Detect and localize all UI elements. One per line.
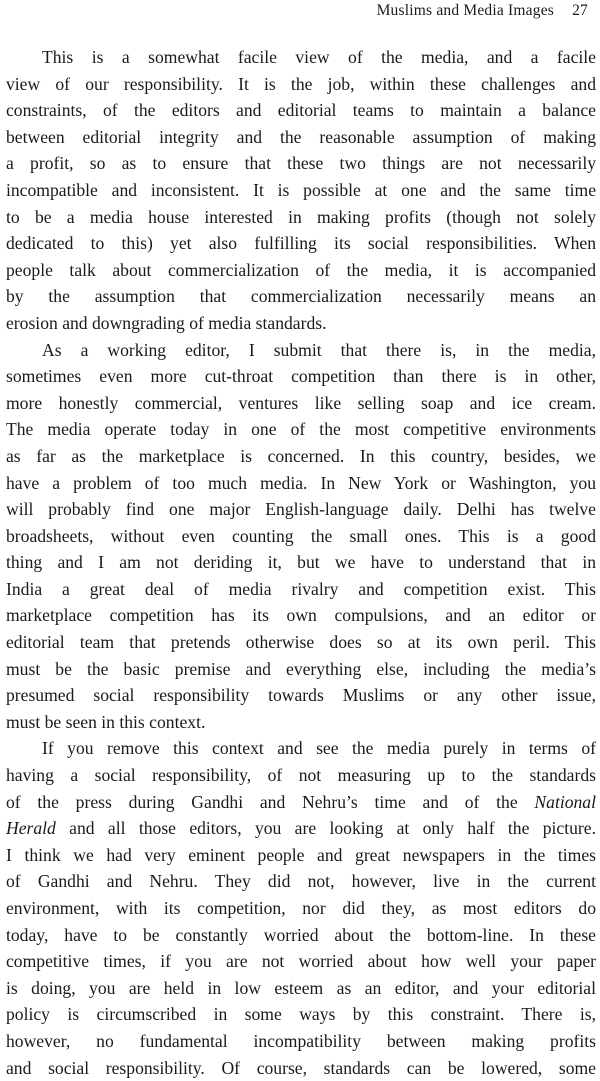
body-text	[6, 44, 596, 1081]
text-line: must be the basic premise and everything else, including the media’s	[6, 658, 596, 679]
text-line: dedicated to this) yet also fulfilling its social responsibilities. When	[6, 233, 596, 254]
text-line: thing and I am not deriding it, but we have to understand that in	[6, 552, 596, 573]
text-line: policy is circumscribed in some ways by this constraint. There is,	[6, 1004, 596, 1025]
text-line: having a social responsibility, of not measuring up to the standards	[6, 765, 596, 786]
text-line: as far as the marketplace is concerned. In this country, besides, we	[6, 445, 596, 466]
paragraph-1	[6, 44, 596, 337]
text-line: by the assumption that commercialization necessarily means an	[6, 286, 596, 307]
text-line: view of our responsibility. It is the job, within these challenges and	[6, 73, 596, 94]
text-line: I think we had very eminent people and great newspapers in the times	[6, 844, 596, 865]
text-line: however, no fundamental incompatibility between making profits	[6, 1030, 596, 1051]
paragraph-3	[6, 735, 596, 1081]
text-line: Herald and all those editors, you are looking at only half the picture.	[6, 818, 596, 839]
text-line: erosion and downgrading of media standards.	[6, 312, 327, 333]
running-head	[377, 2, 588, 20]
text-line: presumed social responsibility towards Muslims or any other issue,	[6, 685, 596, 706]
text-line: have a problem of too much media. In New York or Washington, you	[6, 472, 596, 493]
text-line: This is a somewhat facile view of the media, and a facile	[42, 47, 596, 67]
text-line: India a great deal of media rivalry and competition exist. This	[6, 578, 596, 599]
text-line: today, have to be constantly worried about the bottom-line. In these	[6, 924, 596, 945]
text-line: to be a media house interested in making profits (though not solely	[6, 206, 596, 227]
text-line: and social responsibility. Of course, standards can be lowered, some	[6, 1057, 596, 1078]
text-line: sometimes even more cut-throat competition than there is in other,	[6, 366, 596, 387]
text-line: incompatible and inconsistent. It is possible at one and the same time	[6, 179, 596, 200]
paragraph-2	[6, 337, 596, 736]
page-number: 27	[572, 2, 588, 19]
text-line: more honestly commercial, ventures like selling soap and ice cream.	[6, 392, 596, 413]
text-line: constraints, of the editors and editorial teams to maintain a balance	[6, 100, 596, 121]
running-head-title: Muslims and Media Images	[376, 2, 555, 19]
text-line: of the press during Gandhi and Nehru’s time and of the National	[6, 791, 596, 812]
text-line: must be seen in this context.	[6, 711, 206, 732]
text-line: If you remove this context and see the media purely in terms of	[42, 738, 596, 759]
text-line: people talk about commercialization of the media, it is accompanied	[6, 259, 596, 280]
text-line: between editorial integrity and the reasonable assumption of making	[6, 126, 596, 147]
text-line: As a working editor, I submit that there is, in the media,	[42, 339, 596, 360]
text-line: is doing, you are held in low esteem as an editor, and your editorial	[6, 977, 596, 998]
text-line: a profit, so as to ensure that these two things are not necessarily	[6, 153, 596, 174]
text-line: environment, with its competition, nor did they, as most editors do	[6, 898, 596, 918]
text-line: The media operate today in one of the most competitive environments	[6, 419, 596, 440]
text-line: of Gandhi and Nehru. They did not, however, live in the current	[6, 871, 596, 892]
text-line: editorial team that pretends otherwise does so at its own peril. This	[6, 632, 596, 653]
text-line: broadsheets, without even counting the small ones. This is a good	[6, 525, 596, 546]
text-line: will probably find one major English-language daily. Delhi has twelve	[6, 499, 596, 520]
text-line: marketplace competition has its own compulsions, and an editor or	[6, 605, 596, 626]
text-line: competitive times, if you are not worried about how well your paper	[6, 951, 596, 972]
